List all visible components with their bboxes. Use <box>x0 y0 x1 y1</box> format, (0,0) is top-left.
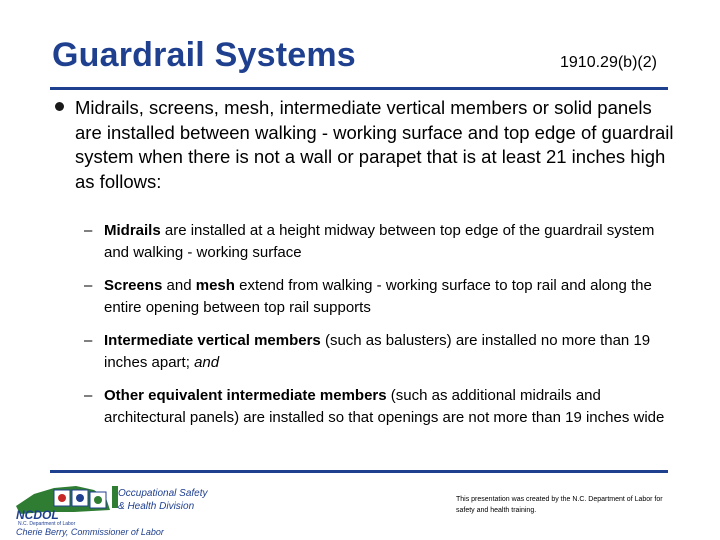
sub-bullet-italic: and <box>194 354 220 371</box>
title-divider <box>50 87 668 90</box>
logo-line-1: Occupational Safety <box>118 488 208 499</box>
footer-divider <box>50 470 668 473</box>
logo-line-2: & Health Division <box>118 501 195 512</box>
sub-bullet-joiner: and <box>162 277 196 294</box>
footer-note: This presentation was created by the N.C. Department of Labor for safety and health training. <box>456 496 663 514</box>
main-bullet-text: Midrails, screens, mesh, intermediate vertical members or solid panels are installed between walking - working surface and top edge of guardrail system when there is not a wall or parapet that is at least 21 inches high as follows: <box>75 97 674 192</box>
sub-bullet-term: Screens <box>104 277 163 294</box>
sub-bullet-text <box>104 220 679 264</box>
dash-icon: – <box>84 332 93 349</box>
sub-bullet-text <box>104 330 679 374</box>
regulation-reference: 1910.29(b)(2) <box>560 54 657 71</box>
sub-bullet-desc: (such as additional midrails and architectural panels) are installed so that openings are not more than 19 inches wide <box>104 387 665 426</box>
dash-icon: – <box>84 387 93 404</box>
sub-bullet-term: Other equivalent intermediate members <box>104 387 387 404</box>
sub-bullet-term: Midrails <box>104 222 161 239</box>
dash-icon: – <box>84 222 93 239</box>
logo-org: NCDOL <box>16 508 59 522</box>
slide-title: Guardrail Systems <box>52 36 356 74</box>
bullet-dot-icon <box>55 102 64 111</box>
sub-bullet-text <box>104 385 679 429</box>
dash-icon: – <box>84 277 93 294</box>
commissioner-name: Cherie Berry, Commissioner of Labor <box>16 527 164 537</box>
sub-bullet-desc: are installed at a height midway between top edge of the guardrail system and walking - working surface <box>104 222 655 261</box>
sub-bullet-desc: (such as balusters) are installed no more than 19 inches apart; <box>104 332 651 371</box>
sub-bullet-desc: extend from walking - working surface to top rail and along the entire opening between top rail supports <box>104 277 652 316</box>
sub-bullet-text <box>104 275 679 319</box>
logo-dept: N.C. Department of Labor <box>18 521 76 527</box>
sub-bullet-term: mesh <box>195 277 235 294</box>
sub-bullet-term: Intermediate vertical members <box>104 332 321 349</box>
